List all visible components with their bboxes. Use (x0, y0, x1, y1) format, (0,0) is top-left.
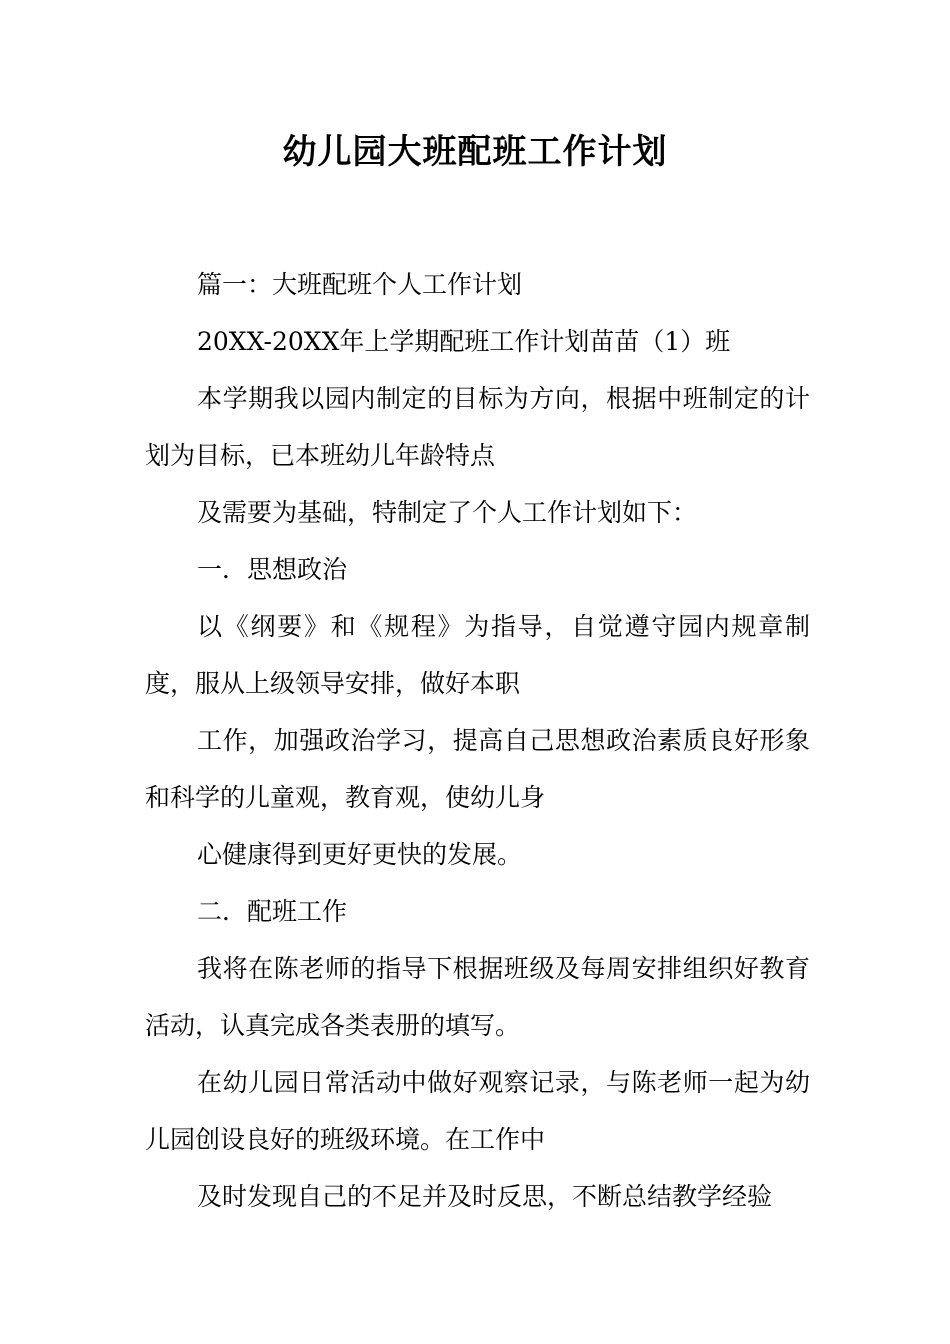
section-heading-2: 二．配班工作 (197, 897, 348, 926)
document-body (145, 256, 810, 1225)
paragraph-4: 及需要为基础，特制定了个人工作计划如下： (197, 498, 698, 527)
paragraph-11: 在幼儿园日常活动中做好观察记录，与陈老师一起为幼儿园创设良好的班级环境。在工作中 (145, 1068, 810, 1154)
paragraph-3: 本学期我以园内制定的目标为方向，根据中班制定的计划为目标，已本班幼儿年龄特点 (145, 384, 810, 470)
paragraph-8: 心健康得到更好更快的发展。 (197, 840, 523, 869)
document-title: 幼儿园大班配班工作计划 (282, 132, 668, 172)
paragraph-7: 工作，加强政治学习，提高自己思想政治素质良好形象和科学的儿童观，教育观，使幼儿身 (145, 726, 810, 812)
paragraph-12: 及时发现自己的不足并及时反思，不断总结教学经验 (197, 1182, 773, 1211)
paragraph-1: 篇一：大班配班个人工作计划 (197, 270, 523, 299)
section-heading-1: 一．思想政治 (197, 555, 348, 584)
paragraph-2: 20XX-20XX年上学期配班工作计划苗苗（1）班 (197, 327, 731, 356)
paragraph-6: 以《纲要》和《规程》为指导，自觉遵守园内规章制度，服从上级领导安排，做好本职 (145, 612, 810, 698)
paragraph-10: 我将在陈老师的指导下根据班级及每周安排组织好教育活动，认真完成各类表册的填写。 (145, 954, 810, 1040)
